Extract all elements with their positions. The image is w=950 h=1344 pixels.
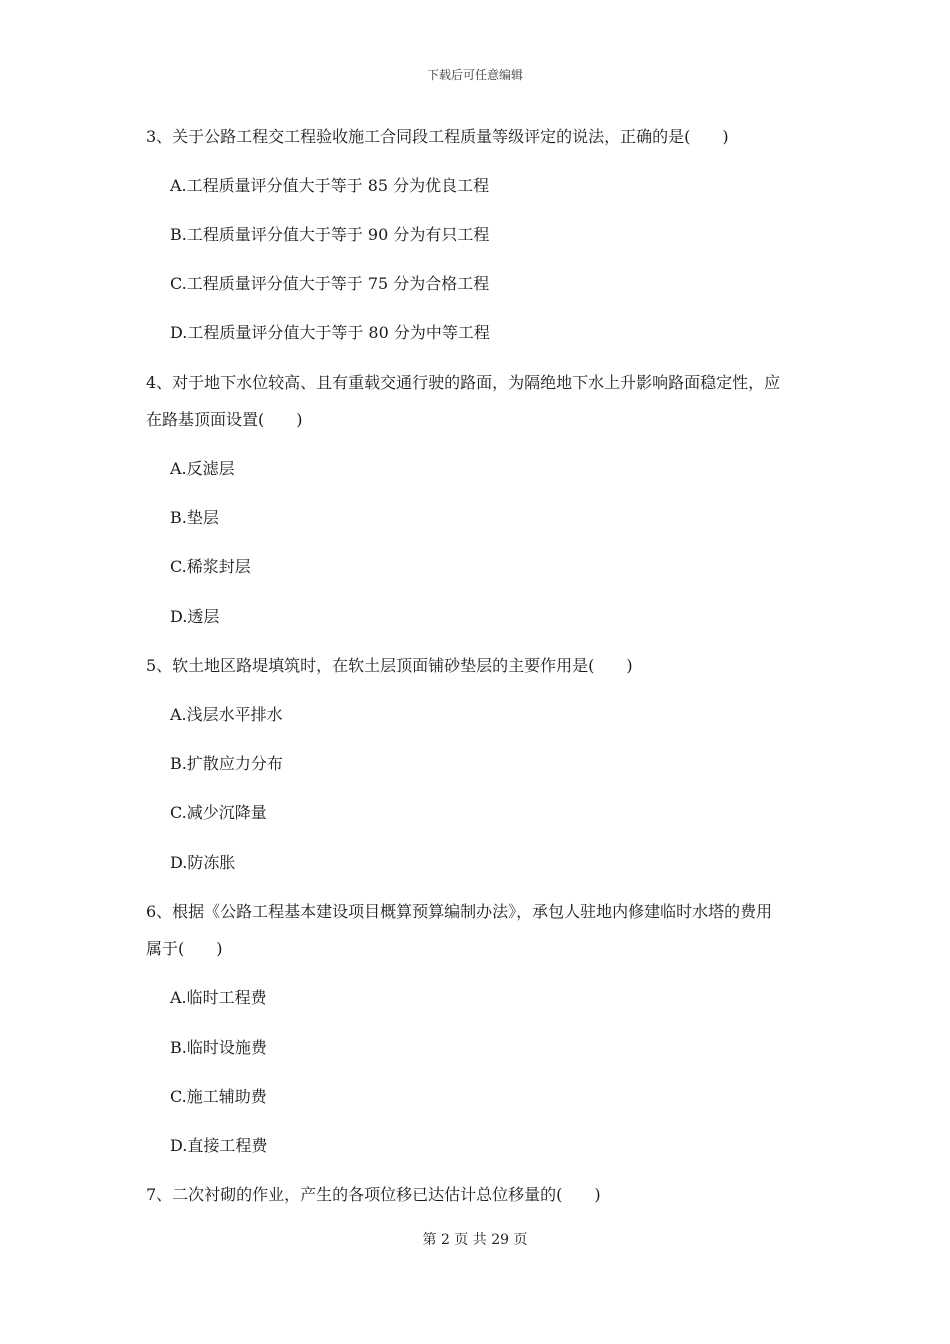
- question-4-option-a: A.反滤层: [170, 459, 235, 478]
- page-header: 下载后可任意编辑: [426, 68, 523, 82]
- question-4-option-d: D.透层: [170, 607, 220, 626]
- question-3-option-a: A.工程质量评分值大于等于 85 分为优良工程: [170, 176, 490, 195]
- question-5-option-b: B.扩散应力分布: [170, 754, 283, 773]
- question-3-option-c: C.工程质量评分值大于等于 75 分为合格工程: [170, 274, 490, 293]
- question-5-stem: 5、软土地区路堤填筑时，在软土层顶面铺砂垫层的主要作用是( ): [146, 656, 633, 675]
- question-4-option-b: B.垫层: [170, 508, 219, 527]
- question-6-stem-line-2: 属于( ): [146, 939, 223, 958]
- page-footer: 第 2 页 共 29 页: [422, 1232, 528, 1248]
- question-4-stem-line-2: 在路基顶面设置( ): [146, 410, 303, 429]
- question-5-option-d: D.防冻胀: [170, 853, 236, 872]
- question-7-stem: 7、二次衬砌的作业，产生的各项位移已达估计总位移量的( ): [146, 1185, 601, 1204]
- question-6-stem-line-1: 6、根据《公路工程基本建设项目概算预算编制办法》，承包人驻地内修建临时水塔的费用: [146, 902, 773, 921]
- question-4-option-c: C.稀浆封层: [170, 557, 251, 576]
- question-4-stem-line-1: 4、对于地下水位较高、且有重载交通行驶的路面，为隔绝地下水上升影响路面稳定性，应: [146, 373, 781, 392]
- question-5-option-c: C.减少沉降量: [170, 803, 267, 822]
- question-6-option-a: A.临时工程费: [170, 988, 267, 1007]
- question-5-option-a: A.浅层水平排水: [170, 705, 283, 724]
- question-3-option-d: D.工程质量评分值大于等于 80 分为中等工程: [170, 323, 490, 342]
- question-6-option-c: C.施工辅助费: [170, 1087, 267, 1106]
- question-3-stem: 3、关于公路工程交工程验收施工合同段工程质量等级评定的说法，正确的是( ): [146, 127, 729, 146]
- question-3-option-b: B.工程质量评分值大于等于 90 分为有只工程: [170, 225, 490, 244]
- question-6-option-d: D.直接工程费: [170, 1136, 268, 1155]
- question-6-option-b: B.临时设施费: [170, 1038, 267, 1057]
